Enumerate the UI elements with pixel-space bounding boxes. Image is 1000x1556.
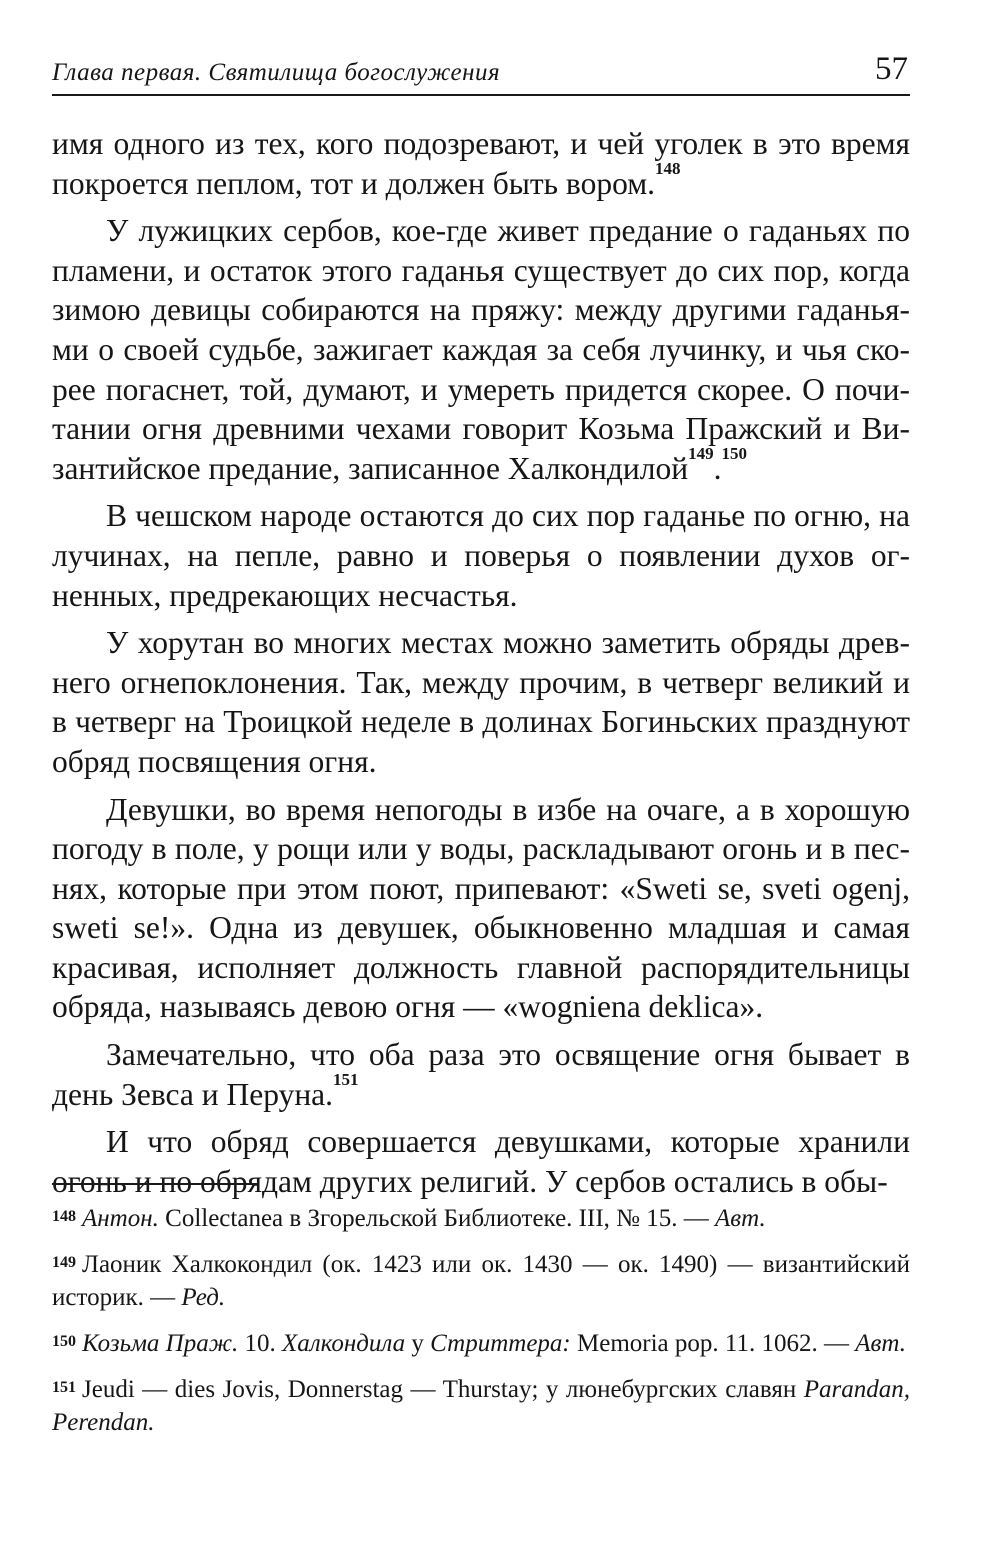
- footnote-text: у: [405, 1330, 431, 1357]
- paragraph-text: И что обряд совершается девушками, которые хранили огонь и по обрядам других религий. У сербов остались в обы-: [52, 1124, 910, 1199]
- footnote-number: 150: [52, 1333, 76, 1350]
- footnote-attribution: Parandan, Perendan.: [52, 1376, 910, 1436]
- footnote-divider: [52, 1183, 258, 1185]
- paragraph: [52, 124, 910, 203]
- footnote-attribution: Авт.: [855, 1330, 906, 1357]
- footnote-attribution: Авт.: [715, 1205, 766, 1232]
- chapter-title: Глава первая. Святилища богослужения: [52, 59, 501, 86]
- footnote-text: 10.: [238, 1330, 282, 1357]
- footnote-text: Memoria pop. 11. 1062. —: [570, 1330, 856, 1357]
- paragraph-text: У лужицких сербов, кое-где живет предание о гаданьях по пламени, и остаток этого гаданья существует до сих пор, когда зимою девицы собираются на пряжу: между другими гаданьями о своей судьбе, зажигает каждая за себя лучинку, и чья скорее погаснет, той, думают, и умереть придется скорее. О почитании огня древними чехами говорит Козьма Пражский и Византийское предание, записанное Халкондилой: [52, 213, 910, 486]
- footnote-ref[interactable]: 151: [333, 1069, 359, 1089]
- footnote: [52, 1327, 910, 1360]
- footnote-number: 149: [52, 1254, 76, 1271]
- footnote: [52, 1373, 910, 1439]
- paragraph-text: имя одного из тех, кого подозревают, и чей уголек в это время покроется пеплом, тот и должен быть вором.: [52, 126, 910, 201]
- footnote-number: 151: [52, 1379, 76, 1396]
- footnote-author: Козьма Праж.: [82, 1330, 239, 1357]
- paragraph-text: У хорутан во многих местах можно заметить обряды древнего огнепоклонения. Так, между прочим, в четверг великий и в четверг на Троицкой неделе в долинах Богиньских празднуют обряд посвящения огня.: [52, 625, 910, 779]
- footnote: [52, 1248, 910, 1314]
- footnote: [52, 1202, 910, 1235]
- footnote-attribution: Ред.: [181, 1284, 226, 1311]
- paragraph: [52, 496, 910, 615]
- paragraph-text: В чешском народе остаются до сих пор гаданье по огню, на лучинах, на пепле, равно и поверья о появлении духов огненных, предрекающих несчастья.: [52, 498, 910, 613]
- footnote-ref[interactable]: 148: [655, 158, 681, 178]
- paragraph: У лужицких сербов, кое-где живет предание о гаданьях по пламени, и остаток этого гаданья существует до сих пор, когда зимою девицы собираются на пряжу: между другими гаданьями о своей судьбе, зажигает каждая за себя лучинку, и чья скорее погаснет, той, думают, и умереть придется скорее. О почитании огня древними чехами говорит Козьма Пражский и Византийское предание, записанное Халкондилой$^{149}$.$^{150}$: [52, 213, 910, 486]
- footnote-text: Лаоник Халкокондил (ок. 1423 или ок. 1430 — ок. 1490) — византийский историк. —: [52, 1251, 910, 1311]
- paragraph: [52, 623, 910, 781]
- paragraph: [52, 1035, 910, 1114]
- paragraph: [52, 790, 910, 1028]
- footnote-text: Jeudi — dies Jovis, Donnerstag — Thurstay; у люнебургских славян: [82, 1376, 804, 1403]
- footnote-text: Collectanea в Згорельской Библиотеке. III, № 15. —: [158, 1205, 715, 1232]
- footnote-author: Антон.: [82, 1205, 159, 1232]
- footnote-ref[interactable]: 149: [688, 443, 714, 463]
- footnotes: [52, 1202, 910, 1452]
- main-text: [52, 124, 910, 1209]
- footnote-ref[interactable]: 150: [721, 443, 747, 463]
- running-head: [52, 44, 910, 96]
- footnote-number: 148: [52, 1208, 76, 1225]
- paragraph-text: Замечательно, что оба раза это освящение огня бывает в день Зевса и Перуна.: [52, 1037, 910, 1112]
- footnote-work: Халкондила: [281, 1330, 406, 1357]
- paragraph-text: Девушки, во время непогоды в избе на очаге, а в хорошую погоду в поле, у рощи или у воды, раскладывают огонь и в песнях, которые при этом поют, припевают: «Sweti se, sveti ogenj, sweti se!». Одна из девушек, обыкновенно младшая и самая красивая, исполняет должность главной распорядительницы обряда, называясь девою огня — «wogniena deklica».: [52, 791, 910, 1025]
- footnote-work: Стриттера:: [430, 1330, 571, 1357]
- paragraph: [52, 1122, 910, 1201]
- page-number: 57: [875, 51, 908, 87]
